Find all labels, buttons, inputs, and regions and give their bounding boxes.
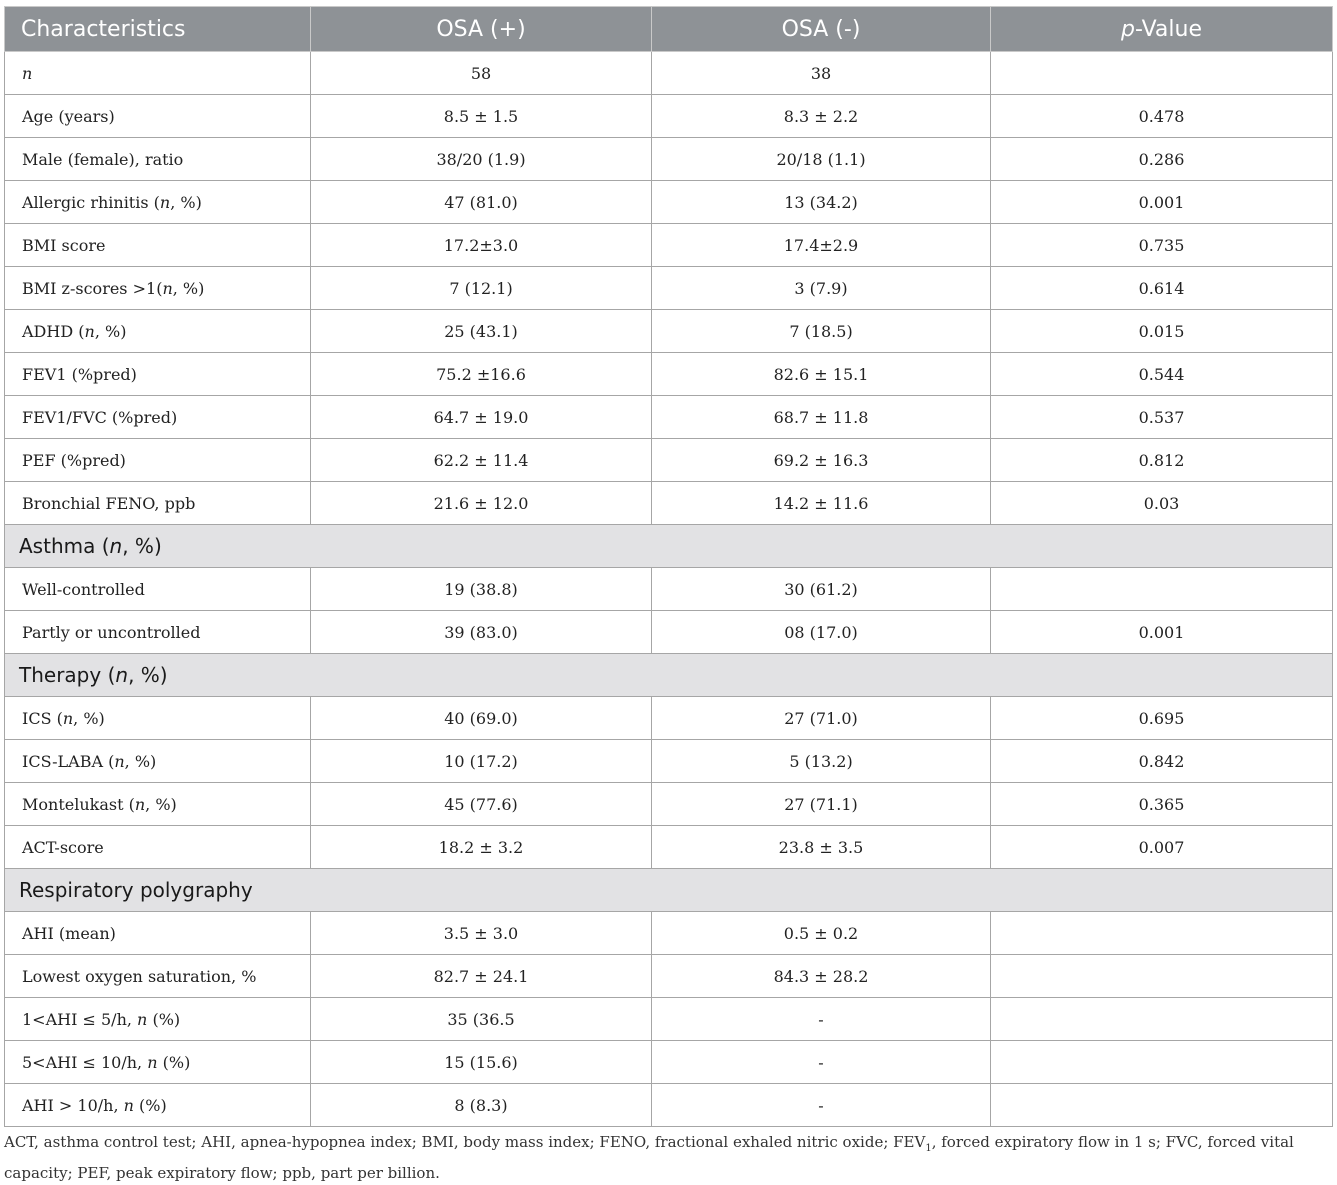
- table-footnote: [4, 1130, 1329, 1185]
- row-label: [5, 267, 311, 310]
- label-part: n: [147, 1052, 158, 1072]
- label-text: Partly or uncontrolled: [22, 622, 201, 642]
- cell-osa-negative: 27 (71.1): [652, 783, 991, 826]
- label-part: 1<AHI ≤ 5/h,: [22, 1009, 138, 1029]
- table-row: [5, 1041, 1333, 1084]
- table-row: [5, 353, 1333, 396]
- label-part: n: [159, 192, 171, 212]
- cell-p-value: 0.842: [991, 740, 1333, 783]
- table-row: [5, 912, 1333, 955]
- label-part: n: [114, 751, 125, 771]
- cell-osa-positive: 18.2 ± 3.2: [311, 826, 652, 869]
- cell-osa-negative: 30 (61.2): [652, 568, 991, 611]
- cell-p-value: 0.478: [991, 95, 1333, 138]
- label-part: AHI > 10/h,: [22, 1095, 124, 1115]
- label-part: , %): [94, 321, 127, 341]
- table-row: [5, 697, 1333, 740]
- label-text: Lowest oxygen saturation, %: [22, 966, 257, 986]
- row-label: [5, 353, 311, 396]
- cell-osa-negative: -: [652, 998, 991, 1041]
- label-part: Therapy (: [19, 663, 116, 687]
- label-part: (%): [147, 1009, 181, 1029]
- header-characteristics: Characteristics: [5, 7, 311, 52]
- cell-osa-negative: 38: [652, 52, 991, 95]
- cell-osa-negative: 13 (34.2): [652, 181, 991, 224]
- table-row: [5, 396, 1333, 439]
- label-text: BMI score: [22, 235, 106, 255]
- header-osa-negative: OSA (-): [652, 7, 991, 52]
- cell-p-value: 0.735: [991, 224, 1333, 267]
- label-part: n: [137, 1009, 148, 1029]
- label-text: FEV1/FVC (%pred): [22, 407, 178, 427]
- cell-p-value: 0.365: [991, 783, 1333, 826]
- row-label: [5, 611, 311, 654]
- row-label: [5, 697, 311, 740]
- section-title: [5, 654, 1333, 697]
- label-part: ICS-LABA (: [22, 751, 115, 771]
- cell-osa-positive: 8 (8.3): [311, 1084, 652, 1127]
- section-header-row: [5, 654, 1333, 697]
- section-header-row: [5, 525, 1333, 568]
- cell-osa-positive: 15 (15.6): [311, 1041, 652, 1084]
- row-label: [5, 482, 311, 525]
- table-row: [5, 95, 1333, 138]
- table-row: [5, 783, 1333, 826]
- label-part: 5<AHI ≤ 10/h,: [22, 1052, 148, 1072]
- cell-osa-negative: 7 (18.5): [652, 310, 991, 353]
- label-part: , %): [73, 708, 105, 728]
- cell-osa-positive: 7 (12.1): [311, 267, 652, 310]
- label-text: n: [22, 63, 33, 83]
- cell-osa-positive: 45 (77.6): [311, 783, 652, 826]
- label-text: Male (female), ratio: [22, 149, 184, 169]
- row-label: [5, 783, 311, 826]
- cell-osa-positive: 17.2±3.0: [311, 224, 652, 267]
- cell-p-value: 0.007: [991, 826, 1333, 869]
- cell-p-value: 0.015: [991, 310, 1333, 353]
- row-label: [5, 1084, 311, 1127]
- label-part: , %): [170, 192, 202, 212]
- label-part: n: [115, 663, 129, 687]
- label-part: n: [62, 708, 74, 728]
- row-label: [5, 439, 311, 482]
- cell-osa-negative: 0.5 ± 0.2: [652, 912, 991, 955]
- cell-osa-negative: 17.4±2.9: [652, 224, 991, 267]
- table-row: [5, 482, 1333, 525]
- footnote-text-1: ACT, asthma control test; AHI, apnea-hypopnea index; BMI, body mass index; FENO, fractional exhaled nitric oxide; FEV: [4, 1133, 926, 1151]
- cell-p-value: [991, 998, 1333, 1041]
- label-text: PEF (%pred): [22, 450, 126, 470]
- cell-osa-negative: 82.6 ± 15.1: [652, 353, 991, 396]
- cell-osa-negative: 14.2 ± 11.6: [652, 482, 991, 525]
- label-text: Well-controlled: [22, 579, 145, 599]
- label-text: FEV1 (%pred): [22, 364, 137, 384]
- label-text: Bronchial FENO, ppb: [22, 493, 196, 513]
- cell-osa-negative: 23.8 ± 3.5: [652, 826, 991, 869]
- cell-osa-negative: 3 (7.9): [652, 267, 991, 310]
- table-row: [5, 310, 1333, 353]
- table-row: [5, 138, 1333, 181]
- cell-osa-negative: 08 (17.0): [652, 611, 991, 654]
- label-part: , %): [124, 751, 157, 771]
- cell-p-value: 0.001: [991, 611, 1333, 654]
- section-title: [5, 869, 1333, 912]
- row-label: [5, 224, 311, 267]
- header-row: [5, 7, 1333, 52]
- footnote-text-2: , forced expiratory flow in 1 s; FVC, forced vital capacity; PEF, peak expiratory flow; ppb, part per billion.: [4, 1133, 1294, 1182]
- label-part: n: [123, 1095, 134, 1115]
- cell-osa-positive: 21.6 ± 12.0: [311, 482, 652, 525]
- cell-p-value: [991, 1041, 1333, 1084]
- label-part: Asthma (: [19, 534, 110, 558]
- cell-p-value: 0.001: [991, 181, 1333, 224]
- section-header-row: [5, 869, 1333, 912]
- cell-p-value: [991, 52, 1333, 95]
- label-part: (%): [133, 1095, 167, 1115]
- label-part: , %): [122, 534, 162, 558]
- label-text: Age (years): [22, 106, 115, 126]
- cell-osa-positive: 35 (36.5: [311, 998, 652, 1041]
- row-label: [5, 955, 311, 998]
- cell-p-value: 0.812: [991, 439, 1333, 482]
- row-label: [5, 568, 311, 611]
- cell-p-value: 0.286: [991, 138, 1333, 181]
- cell-osa-positive: 39 (83.0): [311, 611, 652, 654]
- table-row: [5, 740, 1333, 783]
- header-p-rest: -Value: [1134, 16, 1203, 42]
- label-part: ADHD (: [22, 321, 85, 341]
- cell-osa-positive: 62.2 ± 11.4: [311, 439, 652, 482]
- label-text: ACT-score: [22, 837, 104, 857]
- label-part: ICS (: [22, 708, 63, 728]
- table-row: [5, 181, 1333, 224]
- cell-p-value: 0.537: [991, 396, 1333, 439]
- label-part: n: [84, 321, 95, 341]
- cell-osa-negative: 20/18 (1.1): [652, 138, 991, 181]
- label-part: n: [109, 534, 123, 558]
- section-title: [5, 525, 1333, 568]
- row-label: [5, 310, 311, 353]
- row-label: [5, 740, 311, 783]
- label-part: , %): [172, 278, 205, 298]
- label-part: , %): [145, 794, 177, 814]
- cell-osa-positive: 38/20 (1.9): [311, 138, 652, 181]
- table-row: [5, 998, 1333, 1041]
- cell-osa-positive: 19 (38.8): [311, 568, 652, 611]
- table-row: [5, 1084, 1333, 1127]
- cell-osa-negative: -: [652, 1084, 991, 1127]
- row-label: [5, 52, 311, 95]
- table-row: [5, 955, 1333, 998]
- cell-osa-positive: 3.5 ± 3.0: [311, 912, 652, 955]
- cell-osa-positive: 8.5 ± 1.5: [311, 95, 652, 138]
- table-row: [5, 826, 1333, 869]
- row-label: [5, 95, 311, 138]
- cell-p-value: 0.544: [991, 353, 1333, 396]
- cell-osa-positive: 47 (81.0): [311, 181, 652, 224]
- cell-osa-positive: 25 (43.1): [311, 310, 652, 353]
- header-p-italic: p: [1120, 16, 1135, 42]
- label-part: n: [162, 278, 173, 298]
- label-text: AHI (mean): [22, 923, 116, 943]
- cell-p-value: 0.695: [991, 697, 1333, 740]
- label-part: Allergic rhinitis (: [22, 192, 160, 212]
- table-row: [5, 52, 1333, 95]
- row-label: [5, 998, 311, 1041]
- header-osa-positive: OSA (+): [311, 7, 652, 52]
- label-part: Montelukast (: [22, 794, 135, 814]
- footnote-subscript: 1: [925, 1143, 932, 1154]
- cell-osa-positive: 75.2 ±16.6: [311, 353, 652, 396]
- label-part: n: [134, 794, 146, 814]
- cell-osa-positive: 82.7 ± 24.1: [311, 955, 652, 998]
- cell-osa-negative: -: [652, 1041, 991, 1084]
- row-label: [5, 912, 311, 955]
- table-row: [5, 568, 1333, 611]
- row-label: [5, 138, 311, 181]
- cell-p-value: [991, 1084, 1333, 1127]
- cell-osa-positive: 10 (17.2): [311, 740, 652, 783]
- table-row: [5, 439, 1333, 482]
- cell-p-value: 0.03: [991, 482, 1333, 525]
- cell-p-value: [991, 568, 1333, 611]
- row-label: [5, 826, 311, 869]
- cell-osa-positive: 40 (69.0): [311, 697, 652, 740]
- label-part: , %): [128, 663, 168, 687]
- cell-osa-negative: 8.3 ± 2.2: [652, 95, 991, 138]
- cell-osa-negative: 84.3 ± 28.2: [652, 955, 991, 998]
- header-p-value: [991, 7, 1333, 52]
- characteristics-table: [4, 6, 1333, 1127]
- cell-osa-positive: 58: [311, 52, 652, 95]
- cell-p-value: [991, 912, 1333, 955]
- cell-osa-negative: 27 (71.0): [652, 697, 991, 740]
- table-body: [5, 52, 1333, 1127]
- cell-osa-negative: 68.7 ± 11.8: [652, 396, 991, 439]
- table-container: [4, 6, 1332, 1127]
- table-row: [5, 224, 1333, 267]
- row-label: [5, 1041, 311, 1084]
- table-row: [5, 267, 1333, 310]
- label-part: BMI z-scores >1(: [22, 278, 163, 298]
- cell-p-value: 0.614: [991, 267, 1333, 310]
- label-text: Respiratory polygraphy: [19, 878, 253, 902]
- row-label: [5, 181, 311, 224]
- cell-osa-negative: 69.2 ± 16.3: [652, 439, 991, 482]
- table-header: [5, 7, 1333, 52]
- row-label: [5, 396, 311, 439]
- cell-osa-positive: 64.7 ± 19.0: [311, 396, 652, 439]
- cell-osa-negative: 5 (13.2): [652, 740, 991, 783]
- label-part: (%): [157, 1052, 191, 1072]
- cell-p-value: [991, 955, 1333, 998]
- table-row: [5, 611, 1333, 654]
